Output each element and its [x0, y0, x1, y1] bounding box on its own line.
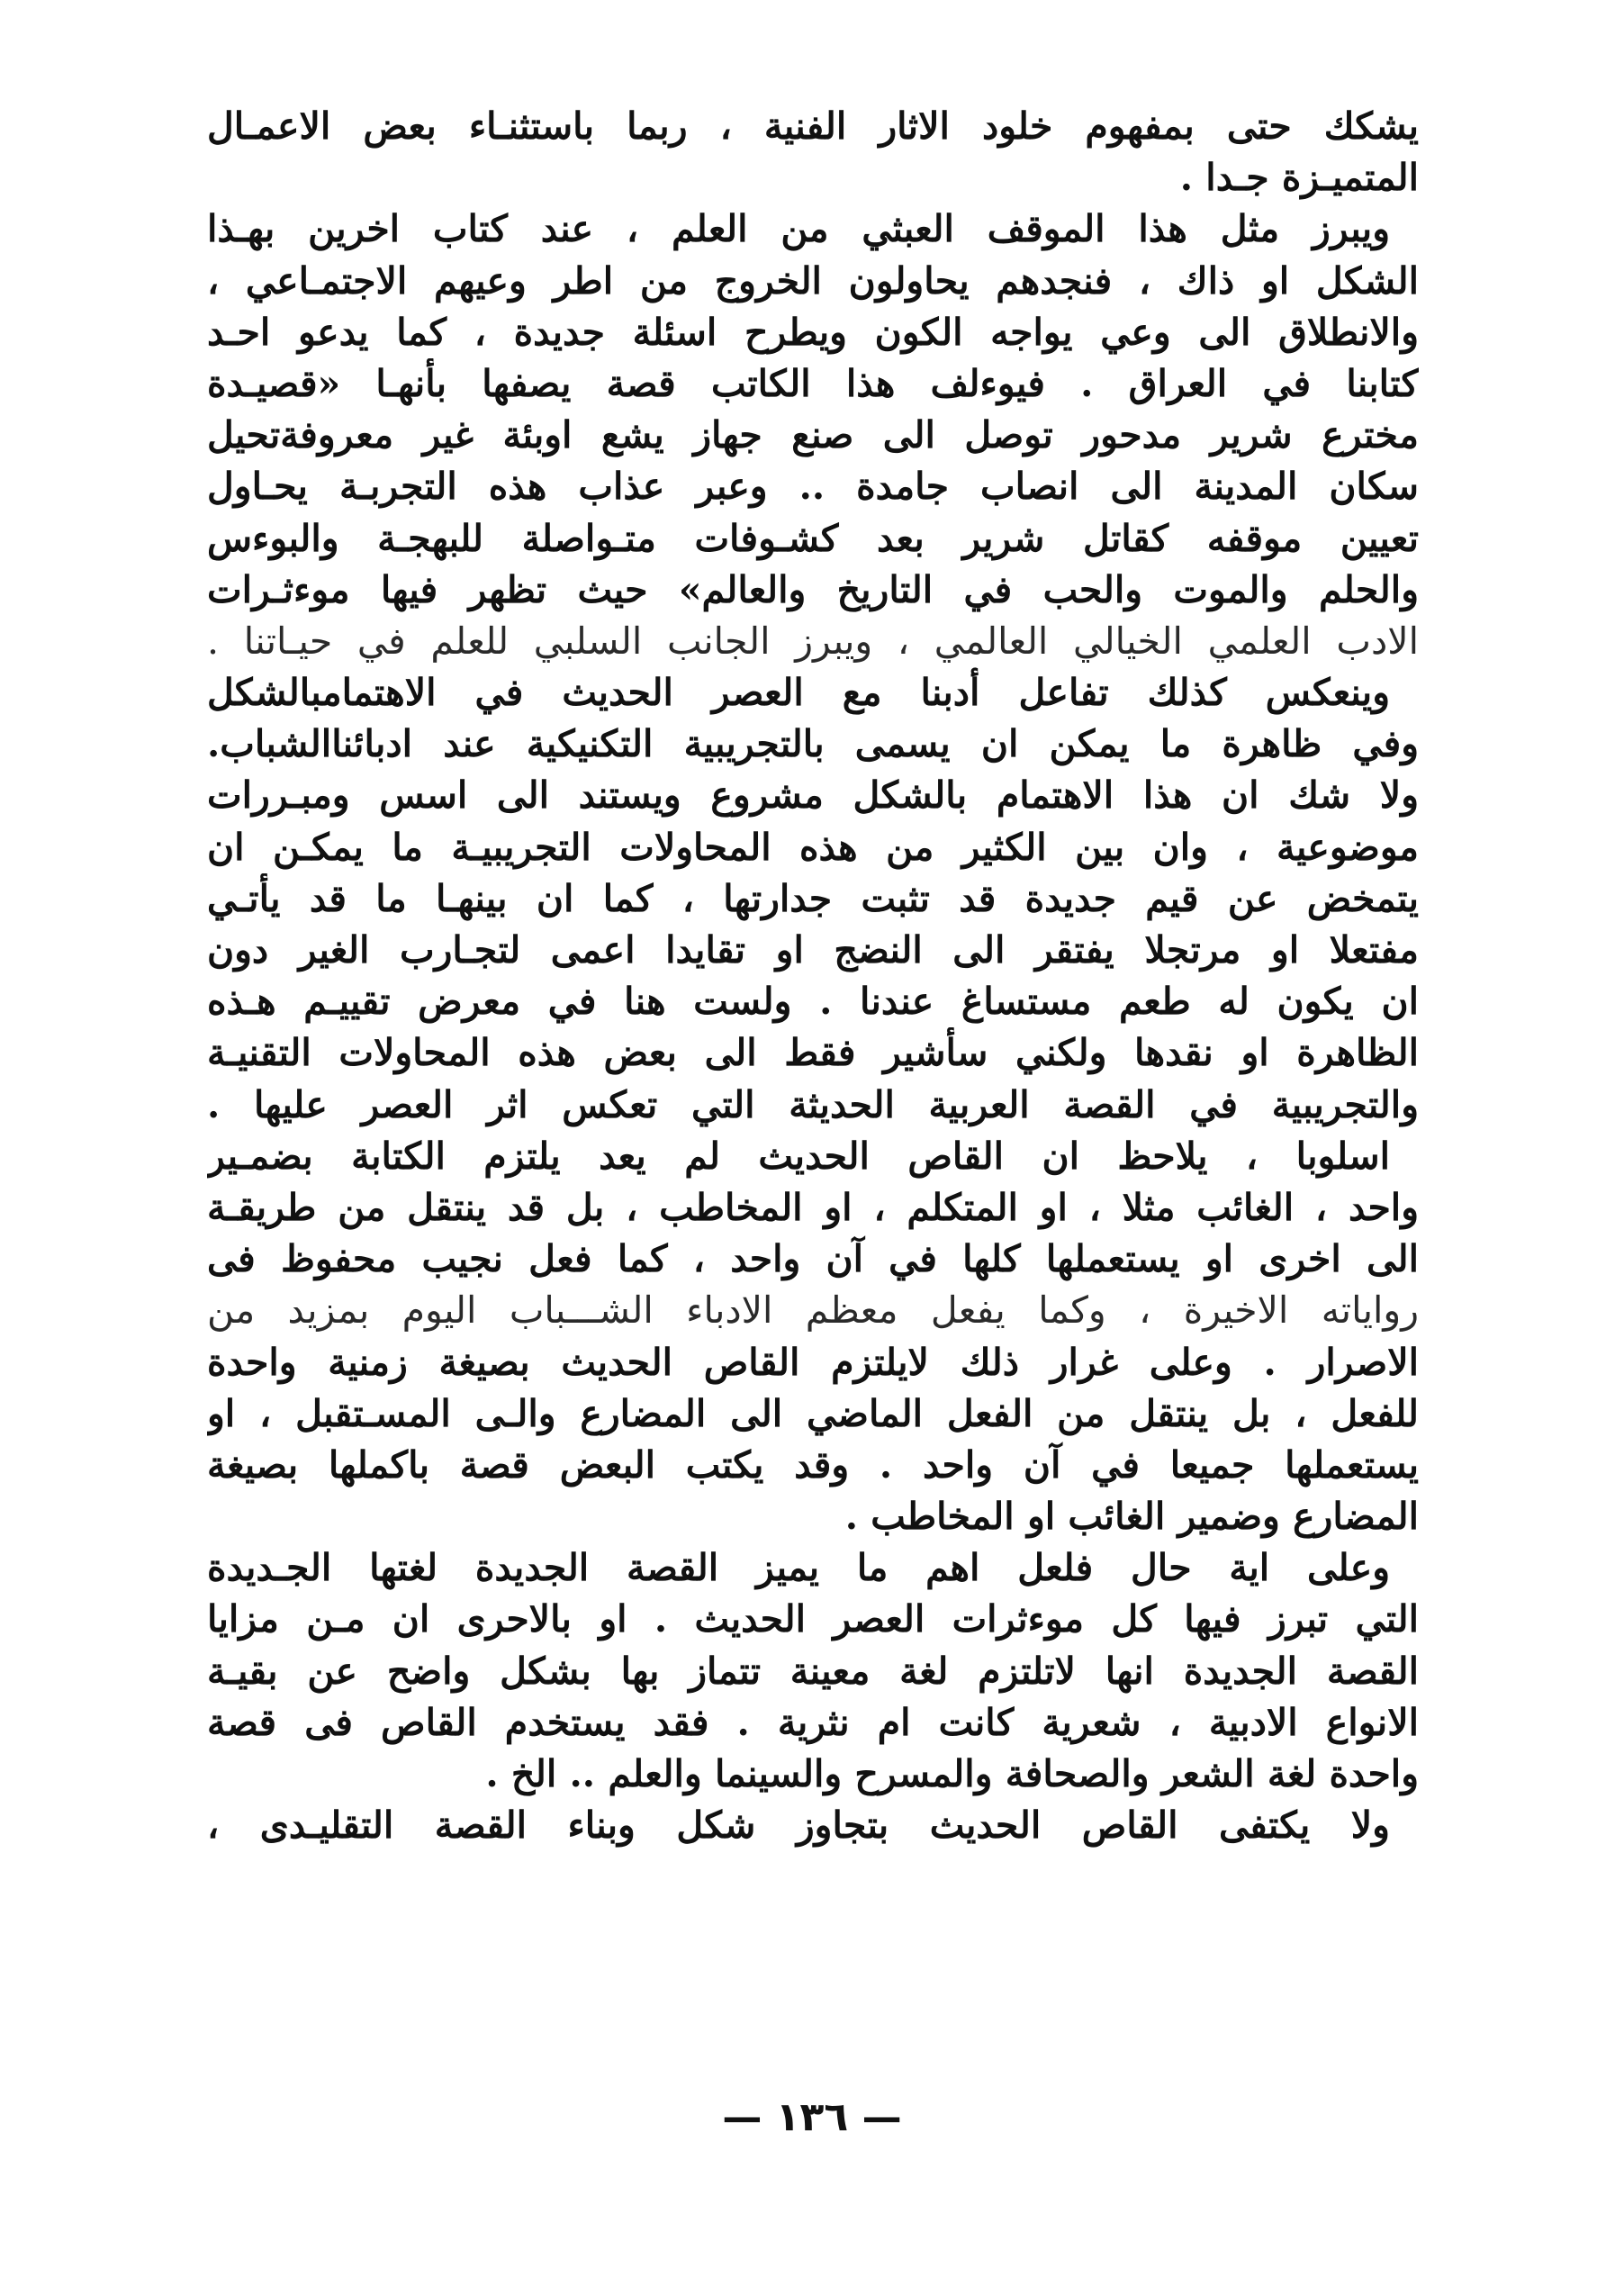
text-line: واحد ، الغائب مثلا ، او المتكلم ، او المخاطب ، بل قد ينتقل من طريقـة: [207, 1185, 1419, 1229]
text-line: وفي ظاهرة ما يمكن ان يسمى بالتجريبية التكنيكية عند ادبائناالشباب.: [207, 722, 1419, 766]
text-line: رواياته الاخيرة ، وكما يفعل معظم الادباء الشـــباب اليوم بمزيد من: [207, 1288, 1419, 1333]
text-line: اسلوبا ، يلاحظ ان القاص الحديث لم يعد يلتزم الكتابة بضمـير: [207, 1134, 1390, 1178]
text-line: التي تبرز فيها كل موءثرات العصر الحديث . او بالاحرى ان مـن مزايا: [207, 1597, 1419, 1641]
text-line: الى اخرى او يستعملها كلها في آن واحد ، كما فعل نجيب محفوظ فى: [207, 1237, 1419, 1281]
text-line: تعيين موقفه كقاتل شرير بعد كشـوفات متـواصلة للبهجـة والبوءس: [207, 516, 1419, 560]
text-line: مفتعلا او مرتجلا يفتقر الى النضج او تقايدا اعمى لتجـارب الغير دون: [207, 928, 1419, 972]
page-number: — ١٣٦ —: [722, 2094, 902, 2140]
text-line: يتمخض عن قيم جديدة قد تثبت جدارتها ، كما ان بينهـا ما قد يأتـي: [207, 876, 1419, 920]
text-line: كتابنا في العراق . فيوءلف هذا الكاتب قصة يصفها بأنهـا «قصيـدة: [207, 361, 1419, 405]
text-line: والانطلاق الى وعي يواجه الكون ويطرح اسئلة جديدة ، كما يدعو احـد: [207, 310, 1419, 354]
text-line: سكان المدينة الى انصاب جامدة .. وعبر عذاب هذه التجربـة يحـاول: [207, 465, 1419, 509]
text-line: المضارع وضمير الغائب او المخاطب .: [844, 1495, 1419, 1539]
body-text: [207, 101, 1419, 1851]
text-line: يشكك حتى بمفهوم خلود الاثار الفنية ، ربما باستثنـاء بعض الاعمـال: [207, 104, 1419, 148]
text-line: واحدة لغة الشعر والصحافة والمسرح والسينما والعلم .. الخ .: [485, 1752, 1419, 1795]
text-line: موضوعية ، وان بين الكثير من هذه المحاولات التجريبيـة ما يمكـن ان: [207, 825, 1419, 869]
text-line: ولا شك ان هذا الاهتمام بالشكل مشروع ويستند الى اسس ومبـررات: [207, 773, 1419, 818]
text-line: الاصرار . وعلى غرار ذلك لايلتزم القاص الحديث بصيغة زمنية واحدة: [207, 1340, 1419, 1384]
text-line: والتجريبية في القصة العربية الحديثة التي تعكس اثر العصر عليها .: [207, 1082, 1419, 1126]
text-line: الانواع الادبية ، شعرية كانت ام نثرية . فقد يستخدم القاص فى قصة: [207, 1700, 1419, 1744]
text-line: الظاهرة او نقدها ولكني سأشير فقط الى بعض هذه المحاولات التقنيـة: [207, 1031, 1419, 1075]
text-line: يستعملها جميعا في آن واحد . وقد يكتب البعض قصة باكملها بصيغة: [207, 1442, 1419, 1487]
text-line: وينعكس كذلك تفاعل أدبنا مع العصر الحديث في الاهتمامبالشكل: [207, 671, 1390, 715]
text-line: للفعل ، بل ينتقل من الفعل الماضي الى المضارع والـى المسـتقبل ، او: [207, 1391, 1419, 1435]
text-line: ان يكون له طعم مستساغ عندنا . ولست هنا في معرض تقييـم هـذه: [207, 980, 1419, 1024]
text-line: وعلى اية حال فلعل اهم ما يميز القصة الجديدة لغتها الجـديدة: [207, 1546, 1390, 1590]
text-line: ويبرز مثل هذا الموقف العبثي من العلم ، عند كتاب اخرين بهـذا: [207, 207, 1390, 251]
text-line: ولا يكتفى القاص الحديث بتجاوز شكل وبناء القصة التقليـدى ،: [207, 1803, 1390, 1848]
text-line: الشكل او ذاك ، فنجدهم يحاولون الخروج من اطر وعيهم الاجتمـاعي ،: [207, 258, 1419, 303]
text-line: القصة الجديدة انها لاتلتزم لغة معينة تتماز بها بشكل واضح عن بقيـة: [207, 1649, 1419, 1693]
text-line: الادب العلمي الخيالي العالمي ، ويبرز الجانب السلبي للعلم في حيـاتنا .: [207, 619, 1419, 663]
text-line: والحلم والموت والحب في التاريخ والعالم» حيث تظهر فيها موءثـرات: [207, 567, 1419, 611]
text-line: المتميـزة جـدا .: [1179, 156, 1419, 200]
text-line: مخترع شرير مدحور توصل الى صنع جهاز يشع اوبئة غير معروفةتحيل: [207, 413, 1419, 457]
